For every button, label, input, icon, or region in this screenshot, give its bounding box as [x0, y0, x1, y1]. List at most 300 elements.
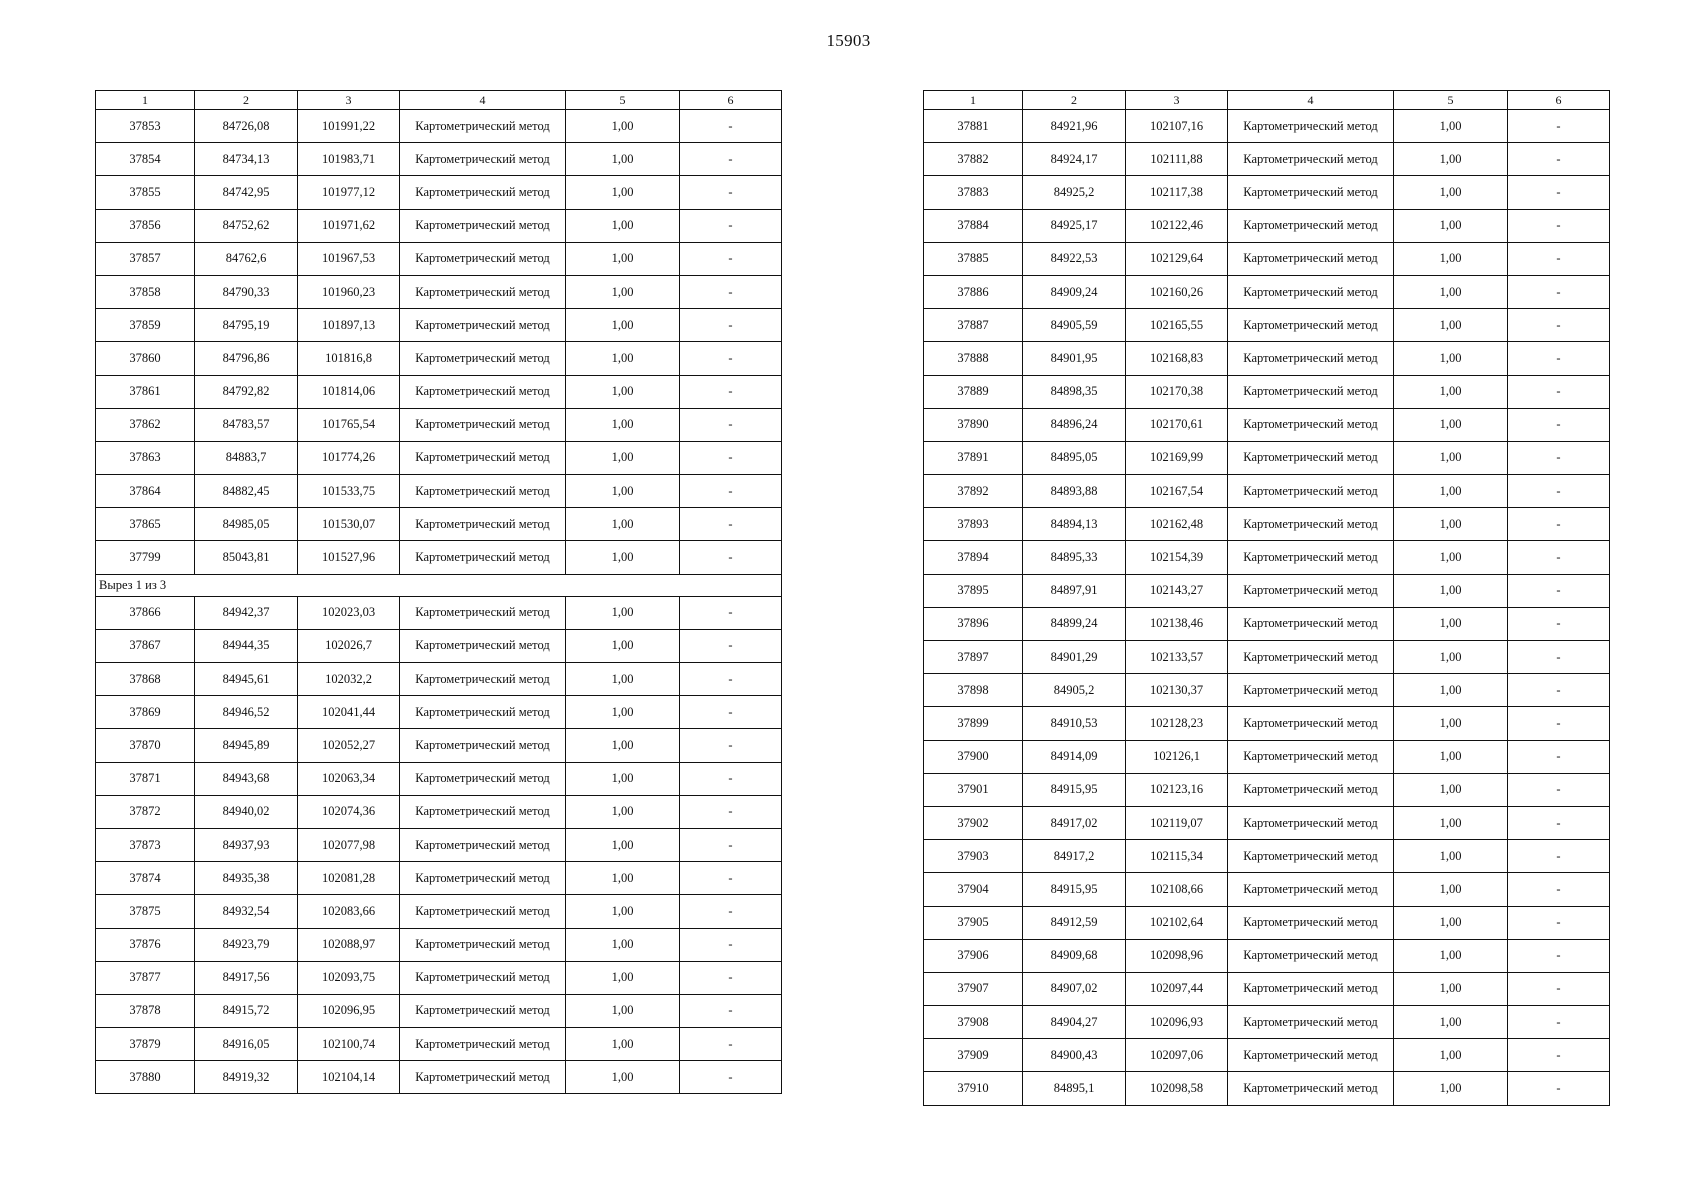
- method-cell: Картометрический метод: [400, 994, 566, 1027]
- method-cell: Картометрический метод: [1228, 740, 1394, 773]
- description-cell: -: [1508, 906, 1610, 939]
- x-coordinate-cell: 84915,95: [1023, 873, 1126, 906]
- description-cell: -: [1508, 541, 1610, 574]
- description-cell: -: [680, 541, 782, 574]
- description-cell: -: [1508, 209, 1610, 242]
- y-coordinate-cell: 102167,54: [1126, 475, 1228, 508]
- x-coordinate-cell: 84945,61: [195, 663, 298, 696]
- x-coordinate-cell: 84900,43: [1023, 1039, 1126, 1072]
- x-coordinate-cell: 84921,96: [1023, 110, 1126, 143]
- description-cell: -: [680, 176, 782, 209]
- y-coordinate-cell: 102111,88: [1126, 143, 1228, 176]
- column-header: 5: [566, 91, 680, 110]
- description-cell: -: [1508, 806, 1610, 839]
- method-cell: Картометрический метод: [1228, 707, 1394, 740]
- accuracy-cell: 1,00: [566, 994, 680, 1027]
- y-coordinate-cell: 102100,74: [298, 1028, 400, 1061]
- table-row: [96, 143, 782, 176]
- point-number-cell: 37895: [924, 574, 1023, 607]
- method-cell: Картометрический метод: [1228, 209, 1394, 242]
- table-row: [924, 375, 1610, 408]
- accuracy-cell: 1,00: [566, 1028, 680, 1061]
- x-coordinate-cell: 84925,17: [1023, 209, 1126, 242]
- table-row: [96, 508, 782, 541]
- header-row: [924, 91, 1610, 110]
- table-row: [924, 972, 1610, 1005]
- x-coordinate-cell: 84942,37: [195, 596, 298, 629]
- y-coordinate-cell: 102130,37: [1126, 674, 1228, 707]
- table-row: [924, 806, 1610, 839]
- point-number-cell: 37879: [96, 1028, 195, 1061]
- x-coordinate-cell: 84912,59: [1023, 906, 1126, 939]
- description-cell: -: [680, 928, 782, 961]
- y-coordinate-cell: 102023,03: [298, 596, 400, 629]
- method-cell: Картометрический метод: [400, 110, 566, 143]
- description-cell: -: [1508, 375, 1610, 408]
- y-coordinate-cell: 102081,28: [298, 862, 400, 895]
- accuracy-cell: 1,00: [1394, 375, 1508, 408]
- accuracy-cell: 1,00: [1394, 242, 1508, 275]
- x-coordinate-cell: 84742,95: [195, 176, 298, 209]
- description-cell: -: [680, 663, 782, 696]
- description-cell: -: [1508, 242, 1610, 275]
- description-cell: -: [680, 895, 782, 928]
- point-number-cell: 37881: [924, 110, 1023, 143]
- method-cell: Картометрический метод: [400, 441, 566, 474]
- column-header: 6: [680, 91, 782, 110]
- description-cell: -: [1508, 143, 1610, 176]
- method-cell: Картометрический метод: [1228, 475, 1394, 508]
- description-cell: -: [680, 242, 782, 275]
- point-number-cell: 37870: [96, 729, 195, 762]
- table-row: [96, 862, 782, 895]
- description-cell: -: [1508, 773, 1610, 806]
- table-row: [96, 828, 782, 861]
- table-row: [96, 994, 782, 1027]
- table-row: [924, 840, 1610, 873]
- accuracy-cell: 1,00: [566, 242, 680, 275]
- point-number-cell: 37899: [924, 707, 1023, 740]
- method-cell: Картометрический метод: [1228, 541, 1394, 574]
- description-cell: -: [680, 862, 782, 895]
- accuracy-cell: 1,00: [1394, 1072, 1508, 1105]
- x-coordinate-cell: 84792,82: [195, 375, 298, 408]
- method-cell: Картометрический метод: [1228, 275, 1394, 308]
- y-coordinate-cell: 102138,46: [1126, 607, 1228, 640]
- method-cell: Картометрический метод: [400, 375, 566, 408]
- x-coordinate-cell: 84895,05: [1023, 441, 1126, 474]
- accuracy-cell: 1,00: [1394, 641, 1508, 674]
- point-number-cell: 37904: [924, 873, 1023, 906]
- table-row: [96, 663, 782, 696]
- table-row: [924, 1072, 1610, 1105]
- point-number-cell: 37872: [96, 795, 195, 828]
- point-number-cell: 37884: [924, 209, 1023, 242]
- column-header: 1: [924, 91, 1023, 110]
- method-cell: Картометрический метод: [1228, 1006, 1394, 1039]
- description-cell: -: [1508, 275, 1610, 308]
- y-coordinate-cell: 102170,61: [1126, 408, 1228, 441]
- table-row: [96, 729, 782, 762]
- x-coordinate-cell: 84905,59: [1023, 309, 1126, 342]
- table-row: [924, 309, 1610, 342]
- table-row: [96, 696, 782, 729]
- description-cell: -: [1508, 873, 1610, 906]
- x-coordinate-cell: 84932,54: [195, 895, 298, 928]
- table-row: [924, 242, 1610, 275]
- x-coordinate-cell: 84734,13: [195, 143, 298, 176]
- method-cell: Картометрический метод: [400, 629, 566, 662]
- description-cell: -: [680, 408, 782, 441]
- y-coordinate-cell: 102074,36: [298, 795, 400, 828]
- method-cell: Картометрический метод: [1228, 1039, 1394, 1072]
- y-coordinate-cell: 101533,75: [298, 475, 400, 508]
- accuracy-cell: 1,00: [1394, 707, 1508, 740]
- x-coordinate-cell: 84919,32: [195, 1061, 298, 1094]
- table-row: [96, 1061, 782, 1094]
- accuracy-cell: 1,00: [566, 408, 680, 441]
- point-number-cell: 37892: [924, 475, 1023, 508]
- method-cell: Картометрический метод: [1228, 773, 1394, 806]
- method-cell: Картометрический метод: [1228, 375, 1394, 408]
- accuracy-cell: 1,00: [566, 862, 680, 895]
- accuracy-cell: 1,00: [566, 475, 680, 508]
- column-header: 2: [195, 91, 298, 110]
- x-coordinate-cell: 84795,19: [195, 309, 298, 342]
- point-number-cell: 37855: [96, 176, 195, 209]
- x-coordinate-cell: 84895,33: [1023, 541, 1126, 574]
- table-row: [96, 629, 782, 662]
- method-cell: Картометрический метод: [400, 729, 566, 762]
- accuracy-cell: 1,00: [566, 729, 680, 762]
- method-cell: Картометрический метод: [400, 342, 566, 375]
- point-number-cell: 37900: [924, 740, 1023, 773]
- accuracy-cell: 1,00: [566, 508, 680, 541]
- table-row: [924, 574, 1610, 607]
- x-coordinate-cell: 84893,88: [1023, 475, 1126, 508]
- method-cell: Картометрический метод: [400, 596, 566, 629]
- x-coordinate-cell: 84907,02: [1023, 972, 1126, 1005]
- y-coordinate-cell: 102108,66: [1126, 873, 1228, 906]
- y-coordinate-cell: 102093,75: [298, 961, 400, 994]
- x-coordinate-cell: 84910,53: [1023, 707, 1126, 740]
- y-coordinate-cell: 101897,13: [298, 309, 400, 342]
- method-cell: Картометрический метод: [400, 1061, 566, 1094]
- description-cell: -: [680, 596, 782, 629]
- x-coordinate-cell: 84945,89: [195, 729, 298, 762]
- y-coordinate-cell: 101983,71: [298, 143, 400, 176]
- table-row: [96, 928, 782, 961]
- method-cell: Картометрический метод: [1228, 972, 1394, 1005]
- table-row: [96, 209, 782, 242]
- point-number-cell: 37909: [924, 1039, 1023, 1072]
- x-coordinate-cell: 84917,56: [195, 961, 298, 994]
- point-number-cell: 37865: [96, 508, 195, 541]
- x-coordinate-cell: 84897,91: [1023, 574, 1126, 607]
- point-number-cell: 37867: [96, 629, 195, 662]
- table-row: [924, 939, 1610, 972]
- y-coordinate-cell: 101527,96: [298, 541, 400, 574]
- column-header: 3: [1126, 91, 1228, 110]
- table-row: [924, 508, 1610, 541]
- x-coordinate-cell: 84796,86: [195, 342, 298, 375]
- description-cell: -: [1508, 574, 1610, 607]
- method-cell: Картометрический метод: [1228, 143, 1394, 176]
- column-header: 1: [96, 91, 195, 110]
- x-coordinate-cell: 84790,33: [195, 275, 298, 308]
- point-number-cell: 37907: [924, 972, 1023, 1005]
- method-cell: Картометрический метод: [1228, 342, 1394, 375]
- page-number: 15903: [826, 31, 871, 50]
- description-cell: -: [680, 1061, 782, 1094]
- table-body: [924, 110, 1610, 1106]
- description-cell: -: [680, 309, 782, 342]
- y-coordinate-cell: 101971,62: [298, 209, 400, 242]
- description-cell: -: [680, 475, 782, 508]
- section-row: [96, 574, 782, 596]
- description-cell: -: [1508, 607, 1610, 640]
- x-coordinate-cell: 84922,53: [1023, 242, 1126, 275]
- x-coordinate-cell: 84917,02: [1023, 806, 1126, 839]
- point-number-cell: 37906: [924, 939, 1023, 972]
- method-cell: Картометрический метод: [1228, 1072, 1394, 1105]
- table-row: [924, 110, 1610, 143]
- method-cell: Картометрический метод: [400, 242, 566, 275]
- method-cell: Картометрический метод: [1228, 906, 1394, 939]
- method-cell: Картометрический метод: [400, 209, 566, 242]
- point-number-cell: 37910: [924, 1072, 1023, 1105]
- method-cell: Картометрический метод: [400, 928, 566, 961]
- y-coordinate-cell: 102098,96: [1126, 939, 1228, 972]
- description-cell: -: [680, 795, 782, 828]
- accuracy-cell: 1,00: [1394, 574, 1508, 607]
- point-number-cell: 37877: [96, 961, 195, 994]
- table-row: [924, 1039, 1610, 1072]
- point-number-cell: 37891: [924, 441, 1023, 474]
- x-coordinate-cell: 84899,24: [1023, 607, 1126, 640]
- accuracy-cell: 1,00: [1394, 275, 1508, 308]
- table-row: [924, 408, 1610, 441]
- point-number-cell: 37901: [924, 773, 1023, 806]
- description-cell: -: [680, 275, 782, 308]
- y-coordinate-cell: 102115,34: [1126, 840, 1228, 873]
- method-cell: Картометрический метод: [1228, 242, 1394, 275]
- accuracy-cell: 1,00: [566, 110, 680, 143]
- accuracy-cell: 1,00: [1394, 408, 1508, 441]
- description-cell: -: [680, 961, 782, 994]
- x-coordinate-cell: 84901,95: [1023, 342, 1126, 375]
- accuracy-cell: 1,00: [566, 663, 680, 696]
- point-number-cell: 37882: [924, 143, 1023, 176]
- column-header: 3: [298, 91, 400, 110]
- accuracy-cell: 1,00: [1394, 342, 1508, 375]
- accuracy-cell: 1,00: [566, 143, 680, 176]
- description-cell: -: [1508, 641, 1610, 674]
- point-number-cell: 37897: [924, 641, 1023, 674]
- method-cell: Картометрический метод: [400, 541, 566, 574]
- accuracy-cell: 1,00: [566, 275, 680, 308]
- accuracy-cell: 1,00: [1394, 209, 1508, 242]
- accuracy-cell: 1,00: [1394, 674, 1508, 707]
- description-cell: -: [680, 375, 782, 408]
- point-number-cell: 37862: [96, 408, 195, 441]
- x-coordinate-cell: 84940,02: [195, 795, 298, 828]
- description-cell: -: [680, 994, 782, 1027]
- method-cell: Картометрический метод: [400, 696, 566, 729]
- accuracy-cell: 1,00: [1394, 309, 1508, 342]
- point-number-cell: 37887: [924, 309, 1023, 342]
- x-coordinate-cell: 84924,17: [1023, 143, 1126, 176]
- y-coordinate-cell: 101814,06: [298, 375, 400, 408]
- accuracy-cell: 1,00: [1394, 176, 1508, 209]
- table-row: [96, 110, 782, 143]
- x-coordinate-cell: 84905,2: [1023, 674, 1126, 707]
- x-coordinate-cell: 84923,79: [195, 928, 298, 961]
- point-number-cell: 37896: [924, 607, 1023, 640]
- description-cell: -: [1508, 707, 1610, 740]
- point-number-cell: 37878: [96, 994, 195, 1027]
- x-coordinate-cell: 84783,57: [195, 408, 298, 441]
- point-number-cell: 37898: [924, 674, 1023, 707]
- point-number-cell: 37863: [96, 441, 195, 474]
- method-cell: Картометрический метод: [1228, 309, 1394, 342]
- y-coordinate-cell: 102123,16: [1126, 773, 1228, 806]
- table-row: [924, 176, 1610, 209]
- accuracy-cell: 1,00: [566, 629, 680, 662]
- y-coordinate-cell: 102041,44: [298, 696, 400, 729]
- y-coordinate-cell: 102096,93: [1126, 1006, 1228, 1039]
- x-coordinate-cell: 84883,7: [195, 441, 298, 474]
- point-number-cell: 37886: [924, 275, 1023, 308]
- method-cell: Картометрический метод: [400, 275, 566, 308]
- x-coordinate-cell: 84915,72: [195, 994, 298, 1027]
- description-cell: -: [1508, 342, 1610, 375]
- accuracy-cell: 1,00: [1394, 840, 1508, 873]
- point-number-cell: 37858: [96, 275, 195, 308]
- y-coordinate-cell: 102169,99: [1126, 441, 1228, 474]
- point-number-cell: 37903: [924, 840, 1023, 873]
- coordinates-table-left: [95, 90, 782, 1094]
- table-body: [96, 110, 782, 1094]
- point-number-cell: 37905: [924, 906, 1023, 939]
- table-row: [924, 541, 1610, 574]
- accuracy-cell: 1,00: [566, 441, 680, 474]
- accuracy-cell: 1,00: [566, 795, 680, 828]
- point-number-cell: 37875: [96, 895, 195, 928]
- description-cell: -: [1508, 1039, 1610, 1072]
- y-coordinate-cell: 102097,44: [1126, 972, 1228, 1005]
- x-coordinate-cell: 84916,05: [195, 1028, 298, 1061]
- description-cell: -: [1508, 176, 1610, 209]
- description-cell: -: [680, 629, 782, 662]
- y-coordinate-cell: 101765,54: [298, 408, 400, 441]
- point-number-cell: 37866: [96, 596, 195, 629]
- coordinates-table-right: [923, 90, 1610, 1106]
- accuracy-cell: 1,00: [1394, 1006, 1508, 1039]
- y-coordinate-cell: 101960,23: [298, 275, 400, 308]
- accuracy-cell: 1,00: [566, 1061, 680, 1094]
- accuracy-cell: 1,00: [1394, 773, 1508, 806]
- accuracy-cell: 1,00: [1394, 939, 1508, 972]
- description-cell: -: [1508, 840, 1610, 873]
- column-header: 4: [400, 91, 566, 110]
- accuracy-cell: 1,00: [566, 596, 680, 629]
- y-coordinate-cell: 102165,55: [1126, 309, 1228, 342]
- y-coordinate-cell: 102088,97: [298, 928, 400, 961]
- accuracy-cell: 1,00: [1394, 906, 1508, 939]
- table-row: [96, 342, 782, 375]
- point-number-cell: 37861: [96, 375, 195, 408]
- method-cell: Картометрический метод: [400, 663, 566, 696]
- x-coordinate-cell: 84985,05: [195, 508, 298, 541]
- accuracy-cell: 1,00: [1394, 475, 1508, 508]
- description-cell: -: [1508, 674, 1610, 707]
- point-number-cell: 37869: [96, 696, 195, 729]
- description-cell: -: [1508, 1072, 1610, 1105]
- table-row: [96, 961, 782, 994]
- method-cell: Картометрический метод: [1228, 176, 1394, 209]
- description-cell: -: [1508, 1006, 1610, 1039]
- y-coordinate-cell: 102160,26: [1126, 275, 1228, 308]
- column-header: 2: [1023, 91, 1126, 110]
- x-coordinate-cell: 84943,68: [195, 762, 298, 795]
- table-row: [924, 674, 1610, 707]
- accuracy-cell: 1,00: [566, 696, 680, 729]
- point-number-cell: 37893: [924, 508, 1023, 541]
- method-cell: Картометрический метод: [400, 795, 566, 828]
- x-coordinate-cell: 84901,29: [1023, 641, 1126, 674]
- accuracy-cell: 1,00: [566, 541, 680, 574]
- accuracy-cell: 1,00: [566, 895, 680, 928]
- table-row: [96, 309, 782, 342]
- accuracy-cell: 1,00: [1394, 541, 1508, 574]
- table-row: [924, 475, 1610, 508]
- table-row: [96, 596, 782, 629]
- method-cell: Картометрический метод: [400, 143, 566, 176]
- y-coordinate-cell: 102102,64: [1126, 906, 1228, 939]
- table-row: [924, 873, 1610, 906]
- y-coordinate-cell: 101991,22: [298, 110, 400, 143]
- point-number-cell: 37856: [96, 209, 195, 242]
- table-header: [96, 91, 782, 110]
- table-row: [96, 441, 782, 474]
- point-number-cell: 37860: [96, 342, 195, 375]
- y-coordinate-cell: 102143,27: [1126, 574, 1228, 607]
- point-number-cell: 37871: [96, 762, 195, 795]
- accuracy-cell: 1,00: [566, 828, 680, 861]
- x-coordinate-cell: 84925,2: [1023, 176, 1126, 209]
- y-coordinate-cell: 102032,2: [298, 663, 400, 696]
- x-coordinate-cell: 84915,95: [1023, 773, 1126, 806]
- method-cell: Картометрический метод: [1228, 441, 1394, 474]
- method-cell: Картометрический метод: [400, 828, 566, 861]
- x-coordinate-cell: 84937,93: [195, 828, 298, 861]
- description-cell: -: [1508, 309, 1610, 342]
- table-row: [924, 906, 1610, 939]
- description-cell: -: [1508, 441, 1610, 474]
- point-number-cell: 37889: [924, 375, 1023, 408]
- method-cell: Картометрический метод: [400, 508, 566, 541]
- accuracy-cell: 1,00: [1394, 972, 1508, 1005]
- y-coordinate-cell: 102133,57: [1126, 641, 1228, 674]
- description-cell: -: [680, 143, 782, 176]
- y-coordinate-cell: 102128,23: [1126, 707, 1228, 740]
- table-row: [924, 1006, 1610, 1039]
- x-coordinate-cell: 84944,35: [195, 629, 298, 662]
- description-cell: -: [680, 1028, 782, 1061]
- x-coordinate-cell: 84882,45: [195, 475, 298, 508]
- accuracy-cell: 1,00: [1394, 740, 1508, 773]
